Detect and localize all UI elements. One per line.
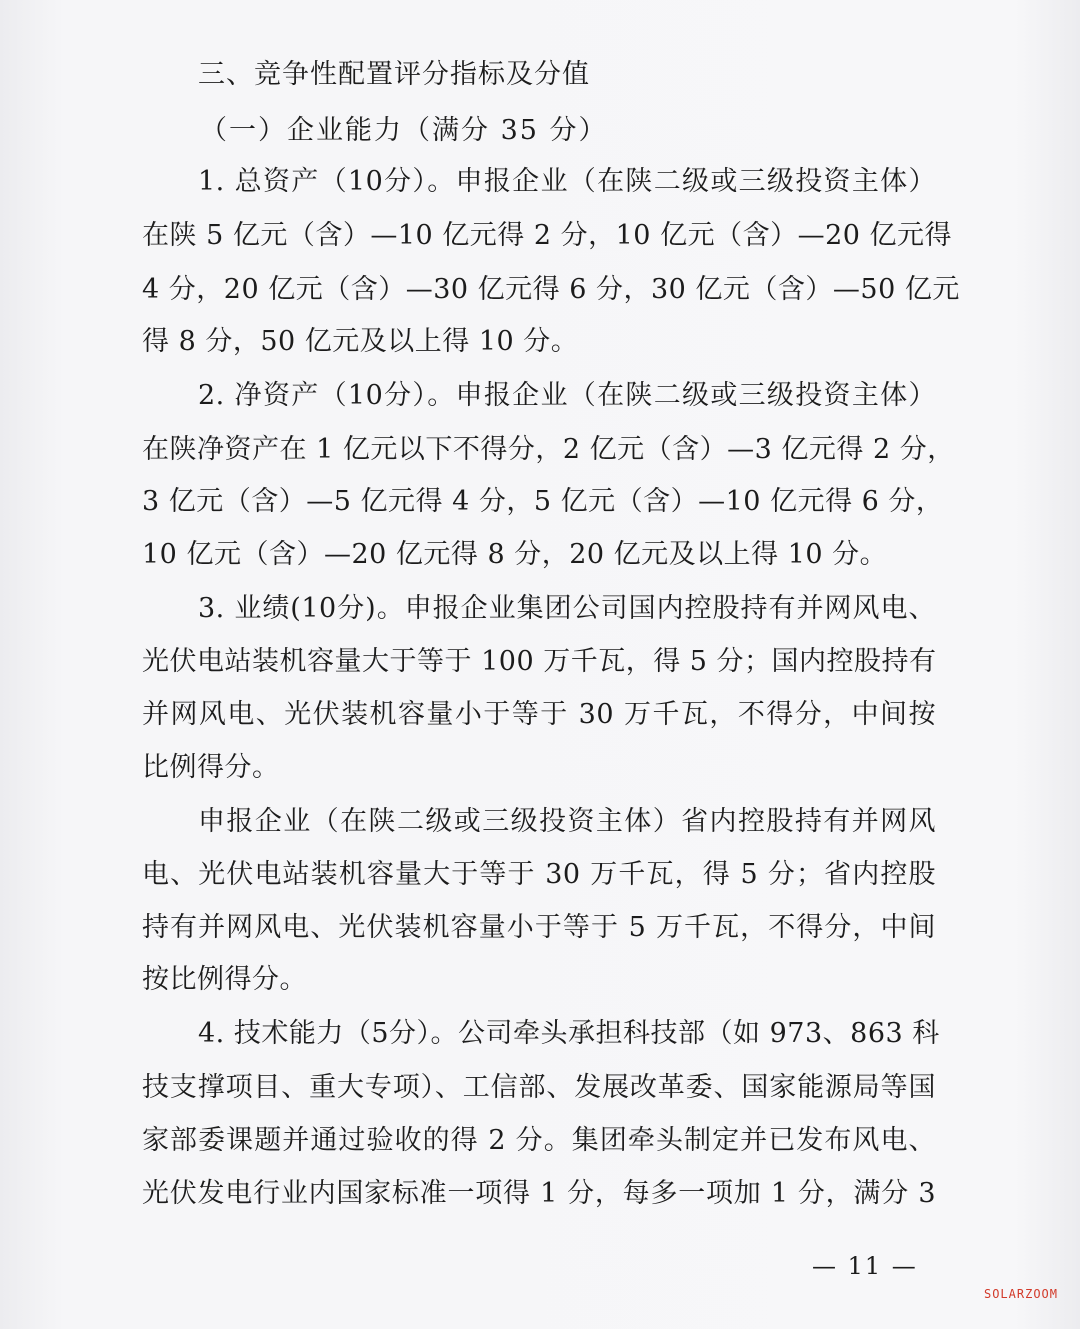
paragraph-5-line-1: 4. 技术能力（5分）。公司牵头承担科技部（如 973、863 科 — [198, 1018, 940, 1049]
paragraph-1-line-4: 得 8 分，50 亿元及以上得 10 分。 — [142, 326, 579, 357]
paragraph-1-line-3: 4 分，20 亿元（含）—30 亿元得 6 分，30 亿元（含）—50 亿元 — [142, 274, 960, 305]
paragraph-4-line-1: 申报企业（在陕二级或三级投资主体）省内控股持有并网风 — [198, 806, 936, 837]
section-heading: 三、竞争性配置评分指标及分值 — [198, 59, 590, 90]
paragraph-1-line-2: 在陕 5 亿元（含）—10 亿元得 2 分，10 亿元（含）—20 亿元得 — [142, 220, 953, 251]
paragraph-3-line-4: 比例得分。 — [142, 752, 280, 783]
paragraph-2-line-2: 在陕净资产在 1 亿元以下不得分，2 亿元（含）—3 亿元得 2 分， — [142, 434, 955, 465]
paragraph-5-line-4: 光伏发电行业内国家标准一项得 1 分，每多一项加 1 分，满分 3 — [142, 1178, 936, 1209]
paragraph-2-line-3: 3 亿元（含）—5 亿元得 4 分，5 亿元（含）—10 亿元得 6 分， — [142, 486, 944, 517]
page-number: — 11 — — [812, 1252, 918, 1280]
paragraph-1-line-1: 1. 总资产（10分）。申报企业（在陕二级或三级投资主体） — [198, 166, 936, 197]
paragraph-4-line-3: 持有并网风电、光伏装机容量小于等于 5 万千瓦，不得分，中间 — [142, 912, 936, 943]
paragraph-5-line-3: 家部委课题并通过验收的得 2 分。集团牵头制定并已发布风电、 — [142, 1125, 936, 1156]
paragraph-2-line-4: 10 亿元（含）—20 亿元得 8 分，20 亿元及以上得 10 分。 — [142, 539, 888, 570]
paragraph-5-line-2: 技支撑项目、重大专项）、工信部、发展改革委、国家能源局等国 — [142, 1072, 936, 1103]
paragraph-2-line-1: 2. 净资产（10分）。申报企业（在陕二级或三级投资主体） — [198, 380, 936, 411]
paragraph-3-line-1: 3. 业绩(10分)。申报企业集团公司国内控股持有并网风电、 — [198, 593, 936, 624]
paragraph-4-line-2: 电、光伏电站装机容量大于等于 30 万千瓦，得 5 分；省内控股 — [142, 859, 936, 890]
subsection-heading: （一）企业能力（满分 35 分） — [200, 115, 608, 146]
paragraph-4-line-4: 按比例得分。 — [142, 964, 307, 995]
paragraph-3-line-3: 并网风电、光伏装机容量小于等于 30 万千瓦，不得分，中间按 — [142, 699, 936, 730]
watermark: SOLARZOOM — [983, 1287, 1058, 1301]
paragraph-3-line-2: 光伏电站装机容量大于等于 100 万千瓦，得 5 分；国内控股持有 — [142, 646, 937, 677]
